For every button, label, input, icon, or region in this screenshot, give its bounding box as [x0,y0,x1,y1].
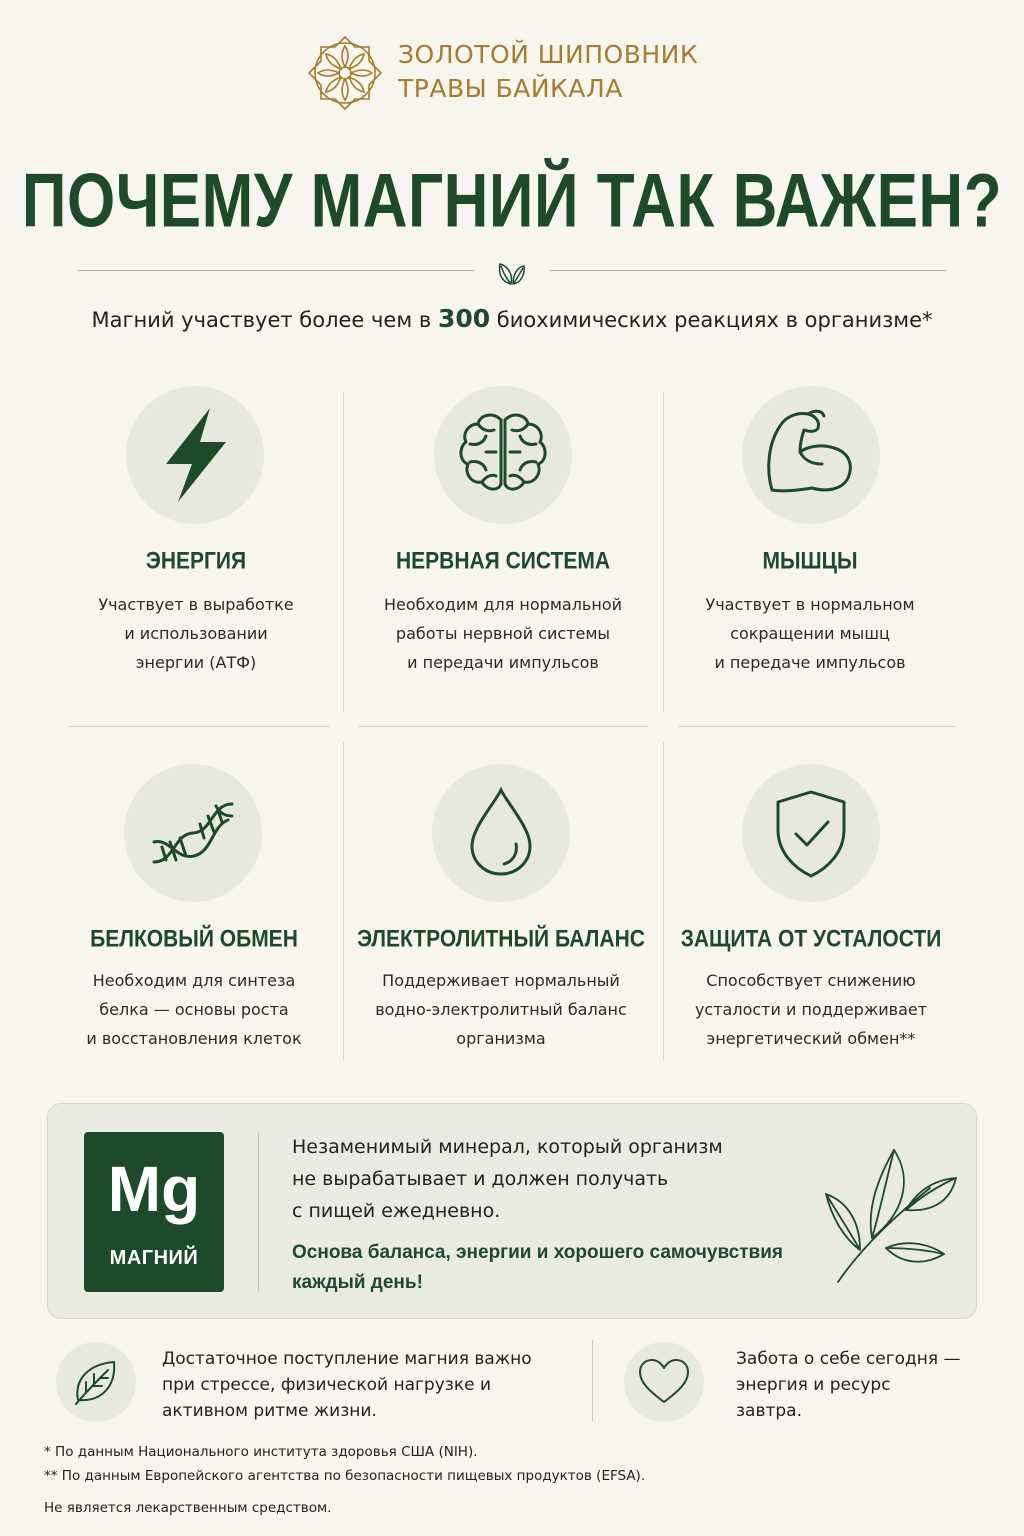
feature-title: НЕРВНАЯ СИСТЕМА [396,548,610,575]
bottom-separator [592,1340,593,1422]
brand-name-line1: ЗОЛОТОЙ ШИПОВНИК [398,40,699,69]
bottom-icon-circle [624,1342,704,1422]
divider-left [78,270,474,271]
feature-title: МЫШЦЫ [762,548,858,575]
element-tile [84,1132,224,1292]
feature-description: Необходим для синтеза белка — основы роста и восстановления клеток [86,971,302,1048]
grid-separator [68,726,330,727]
footnote-efsa: ** По данным Европейского агентства по безопасности пищевых продуктов (EFSA). [44,1468,646,1484]
feature-icon-circle [434,386,572,524]
brand-name-line2: ТРАВЫ БАЙКАЛА [398,74,623,103]
subtitle-before: Магний участвует более чем в [91,308,438,332]
divider-right [550,270,946,271]
element-name: МАГНИЙ [109,1247,199,1269]
feature-title: ЭНЕРГИЯ [145,548,247,575]
leaf-icon [56,1342,136,1422]
disclaimer: Не является лекарственным средством. [44,1500,332,1516]
heart-icon [624,1342,704,1422]
subtitle-after: биохимических реакциях в организме* [490,308,933,332]
subtitle [0,304,1024,333]
water-drop-icon [432,764,570,902]
grid-separator [358,726,648,727]
bottom-text-selfcare: Забота о себе сегодня — энергия и ресурс завтра. [736,1349,961,1421]
feature-description: Необходим для нормальной работы нервной системы и передачи импульсов [384,595,622,672]
lightning-icon [126,386,264,524]
dna-icon [124,764,262,902]
feature-icon-circle [126,386,264,524]
leaf-branch-icon [810,1130,960,1290]
grid-separator [678,726,956,727]
feature-description: Поддерживает нормальный водно-электролитный баланс организма [375,971,627,1048]
feature-icon-circle [742,764,880,902]
feature-title: БЕЛКОВЫЙ ОБМЕН [90,926,298,953]
feature-icon-circle [432,764,570,902]
shield-check-icon [742,764,880,902]
subtitle-number: 300 [437,304,491,333]
muscle-arm-icon [742,386,880,524]
panel-accent-text: Основа баланса, энергии и хорошего самочувствия каждый день! [292,1242,783,1293]
brain-icon [434,386,572,524]
feature-title: ЗАЩИТА ОТ УСТАЛОСТИ [680,926,942,953]
brand-header [306,34,726,112]
leaves-divider-icon [494,254,530,288]
feature-title: ЭЛЕКТРОЛИТНЫЙ БАЛАНС [357,926,645,953]
footnote-nih: * По данным Национального института здоровья США (NIH). [44,1444,478,1460]
feature-icon-circle [124,764,262,902]
feature-icon-circle [742,386,880,524]
bottom-text-stress: Достаточное поступление магния важно при стрессе, физической нагрузке и активном ритме жизни. [162,1349,532,1421]
feature-description: Участвует в нормальном сокращении мышц и передаче импульсов [705,595,915,672]
element-symbol: Mg [107,1153,201,1225]
bottom-icon-circle [56,1342,136,1422]
feature-description: Участвует в выработке и использовании энергии (АТФ) [98,595,294,672]
panel-separator [258,1132,259,1292]
panel-text: Незаменимый минерал, который организм не вырабатывает и должен получать с пищей ежедневно. [292,1136,723,1222]
page-title: ПОЧЕМУ МАГНИЙ ТАК ВАЖЕН? [21,159,1003,244]
mandala-logo-icon [306,34,384,112]
feature-description: Способствует снижению усталости и поддерживает энергетический обмен** [694,971,928,1048]
